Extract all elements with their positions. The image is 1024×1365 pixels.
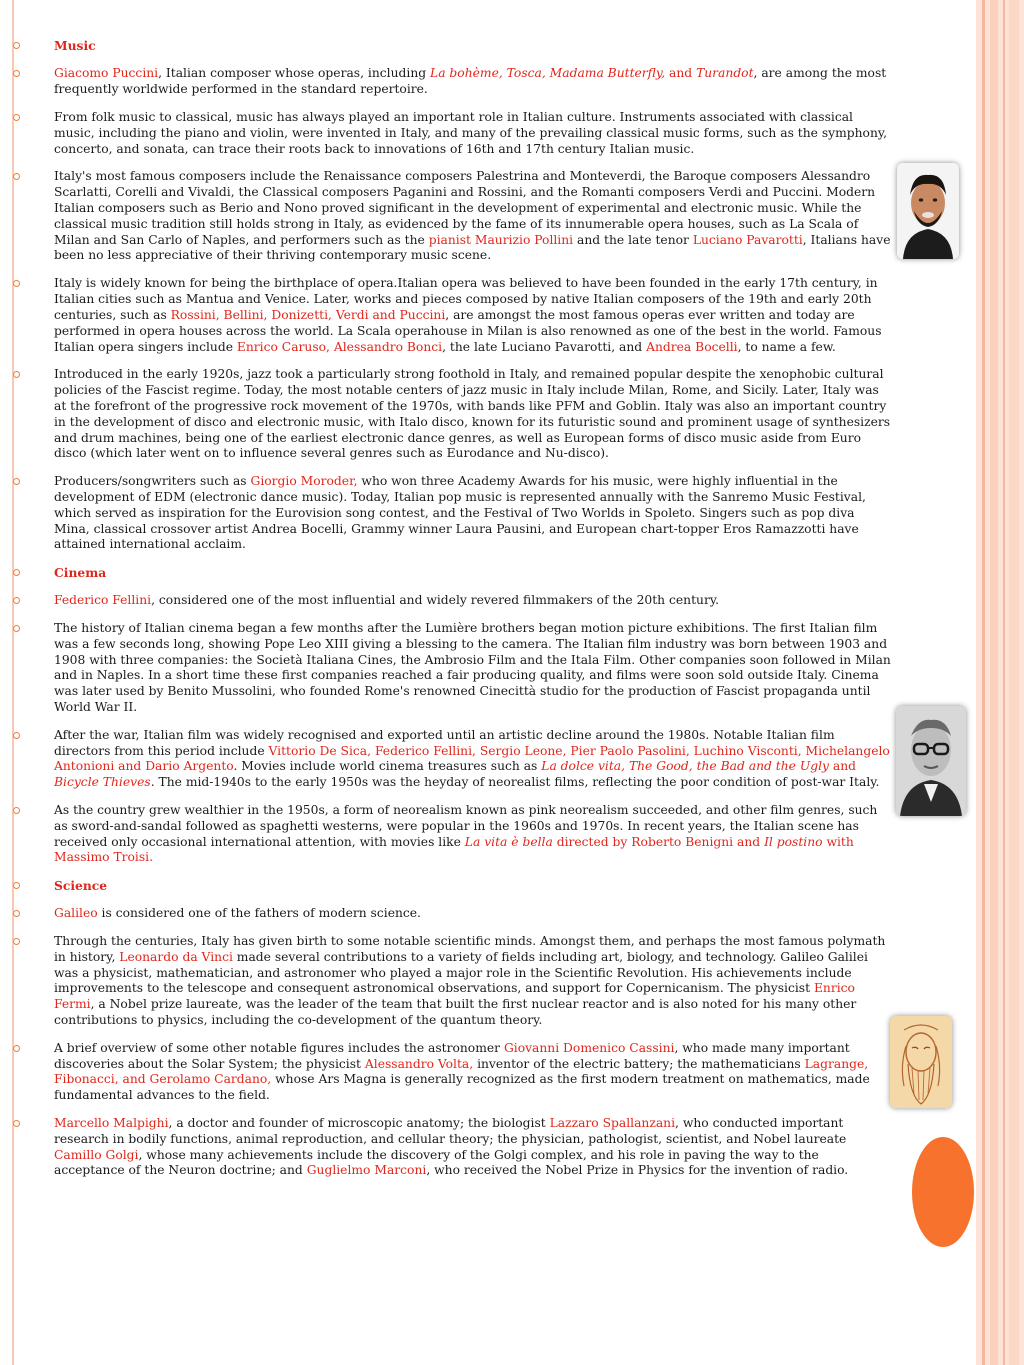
- bullet-icon: [13, 569, 20, 576]
- portrait-image-pavarotti: [897, 163, 959, 259]
- bullet-icon: [13, 807, 20, 814]
- link-galileo[interactable]: Galileo: [54, 906, 98, 921]
- portrait-image-fellini: [896, 706, 966, 816]
- list-item: Through the centuries, Italy has given birth to some notable scientific minds. Amongst them, and perhaps the most famous polymath in history, Leonardo da Vinci made several contributions to a variety of fields including art, biology, and technology. Galileo Galilei was a physicist, mathematician, and astronomer who played a major role in the Scientific Revolution. His achievements include improvements to the telescope and consequent astronomical observations, and support for Copernicanism. The physicist Enrico Fermi, a Nobel prize laureate, was the leader of the team that built the first nuclear reactor and is also noted for his many other contributions to physics, including the co-development of the quantum theory.: [13, 934, 893, 1029]
- bullet-icon: [13, 114, 20, 121]
- bullet-icon: [13, 371, 20, 378]
- bullet-icon: [13, 70, 20, 77]
- bullet-icon: [13, 938, 20, 945]
- right-decorative-stripes: [976, 0, 1024, 1365]
- bullet-icon: [13, 882, 20, 889]
- bullet-icon: [13, 280, 20, 287]
- list-item: Producers/songwriters such as Giorgio Moroder, who won three Academy Awards for his music, were highly influential in the development of EDM (electronic dance music). Today, Italian pop music is represented annually with the Sanremo Music Festival, which served as inspiration for the Eurovision song contest, and the Festival of Two Worlds in Spoleto. Singers such as pop diva Mina, classical crossover artist Andrea Bocelli, Grammy winner Laura Pausini, and European chart-topper Eros Ramazzotti have attained international acclaim.: [13, 474, 893, 554]
- bullet-icon: [13, 173, 20, 180]
- list-item: Italy is widely known for being the birthplace of opera.Italian opera was believed to have been founded in the early 17th century, in Italian cities such as Mantua and Venice. Later, works and pieces composed by native Italian composers of the 19th and early 20th centuries, such as Rossini, Bellini, Donizetti, Verdi and Puccini, are amongst the most famous operas ever written and today are performed in opera houses across the world. La Scala operahouse in Milan is also renowned as one of the best in the world. Famous Italian opera singers include Enrico Caruso, Alessandro Bonci, the late Luciano Pavarotti, and Andrea Bocelli, to name a few.: [13, 276, 893, 356]
- orange-oval-decoration: [912, 1137, 974, 1247]
- bullet-list: [13, 38, 893, 1191]
- bullet-icon: [13, 42, 20, 49]
- list-item: Giacomo Puccini, Italian composer whose operas, including La bohème, Tosca, Madama Butterfly, and Turandot, are among the most frequently worldwide performed in the standard repertoire.: [13, 66, 893, 98]
- list-item: As the country grew wealthier in the 1950s, a form of neorealism known as pink neorealism succeeded, and other film genres, such as sword-and-sandal followed as spaghetti westerns, were popular in the 1960s and 1970s. In recent years, the Italian scene has received only occasional international attention, with movies like La vita è bella directed by Roberto Benigni and Il postino with Massimo Troisi.: [13, 803, 893, 867]
- link-puccini[interactable]: Giacomo Puccini: [54, 66, 159, 81]
- list-item: A brief overview of some other notable figures includes the astronomer Giovanni Domenico Cassini, who made many important discoveries about the Solar System; the physicist Alessandro Volta, inventor of the electric battery; the mathematicians Lagrange, Fibonacci, and Gerolamo Cardano, whose Ars Magna is generally recognized as the first modern treatment on mathematics, made fundamental advances to the field.: [13, 1041, 893, 1105]
- bullet-icon: [13, 1045, 20, 1052]
- link-pollini[interactable]: pianist Maurizio Pollini: [428, 232, 574, 247]
- list-item: Galileo is considered one of the fathers of modern science.: [13, 906, 893, 922]
- portrait-image-leonardo: [890, 1016, 952, 1108]
- list-item: From folk music to classical, music has always played an important role in Italian culture. Instruments associated with classical music, including the piano and violin, were invented in Italy, and many of the prevailing classical music forms, such as the symphony, concerto, and sonata, can trace their roots back to innovations of 16th and 17th century Italian music.: [13, 110, 893, 158]
- bullet-icon: [13, 910, 20, 917]
- bullet-icon: [13, 478, 20, 485]
- list-item: Federico Fellini, considered one of the most influential and widely revered filmmakers of the 20th century.: [13, 593, 893, 609]
- bullet-icon: [13, 732, 20, 739]
- section-heading-science: Science: [13, 878, 893, 895]
- link-fellini[interactable]: Federico Fellini: [54, 593, 152, 608]
- list-item: Italy's most famous composers include the Renaissance composers Palestrina and Monteverdi, the Baroque composers Alessandro Scarlatti, Corelli and Vivaldi, the Classical composers Paganini and Rossini, and the Romanti composers Verdi and Puccini. Modern Italian composers such as Berio and Nono proved significant in the development of experimental and electronic music. While the classical music tradition still holds strong in Italy, as evidenced by the fame of its innumerable opera houses, such as La Scala of Milan and San Carlo of Naples, and performers such as the pianist Maurizio Pollini and the late tenor Luciano Pavarotti, Italians have been no less appreciative of their thriving contemporary music scene.: [13, 169, 893, 264]
- list-item: Marcello Malpighi, a doctor and founder of microscopic anatomy; the biologist Lazzaro Spallanzani, who conducted important research in bodily functions, animal reproduction, and cellular theory; the physician, pathologist, scientist, and Nobel laureate Camillo Golgi, whose many achievements include the discovery of the Golgi complex, and his role in paving the way to the acceptance of the Neuron doctrine; and Guglielmo Marconi, who received the Nobel Prize in Physics for the invention of radio.: [13, 1116, 893, 1180]
- link-pavarotti[interactable]: Luciano Pavarotti: [692, 232, 803, 247]
- list-item: After the war, Italian film was widely recognised and exported until an artistic decline around the 1980s. Notable Italian film directors from this period include Vittorio De Sica, Federico Fellini, Sergio Leone, Pier Paolo Pasolini, Luchino Visconti, Michelangelo Antonioni and Dario Argento. Movies include world cinema treasures such as La dolce vita, The Good, the Bad and the Ugly and Bicycle Thieves. The mid-1940s to the early 1950s was the heyday of neorealist films, reflecting the poor condition of post-war Italy.: [13, 728, 893, 792]
- list-item: The history of Italian cinema began a few months after the Lumière brothers began motion picture exhibitions. The first Italian film was a few seconds long, showing Pope Leo XIII giving a blessing to the camera. The Italian film industry was born between 1903 and 1908 with three companies: the Società Italiana Cines, the Ambrosio Film and the Itala Film. Other companies soon followed in Milan and in Naples. In a short time these first companies reached a fair producing quality, and films were soon sold outside Italy. Cinema was later used by Benito Mussolini, who founded Rome's renowned Cinecittà studio for the production of Fascist propaganda until World War II.: [13, 621, 893, 716]
- list-item: Introduced in the early 1920s, jazz took a particularly strong foothold in Italy, and remained popular despite the xenophobic cultural policies of the Fascist regime. Today, the most notable centers of jazz music in Italy include Milan, Rome, and Sicily. Later, Italy was at the forefront of the progressive rock movement of the 1970s, with bands like PFM and Goblin. Italy was also an important country in the development of disco and electronic music, with Italo disco, known for its futuristic sound and prominent usage of synthesizers and drum machines, being one of the earliest electronic dance genres, as well as European forms of disco music aside from Euro disco (which later went on to influence several genres such as Eurodance and Nu-disco).: [13, 367, 893, 462]
- bullet-icon: [13, 625, 20, 632]
- section-heading-music: Music: [13, 38, 893, 55]
- bullet-icon: [13, 597, 20, 604]
- section-heading-cinema: Cinema: [13, 565, 893, 582]
- bullet-icon: [13, 1120, 20, 1127]
